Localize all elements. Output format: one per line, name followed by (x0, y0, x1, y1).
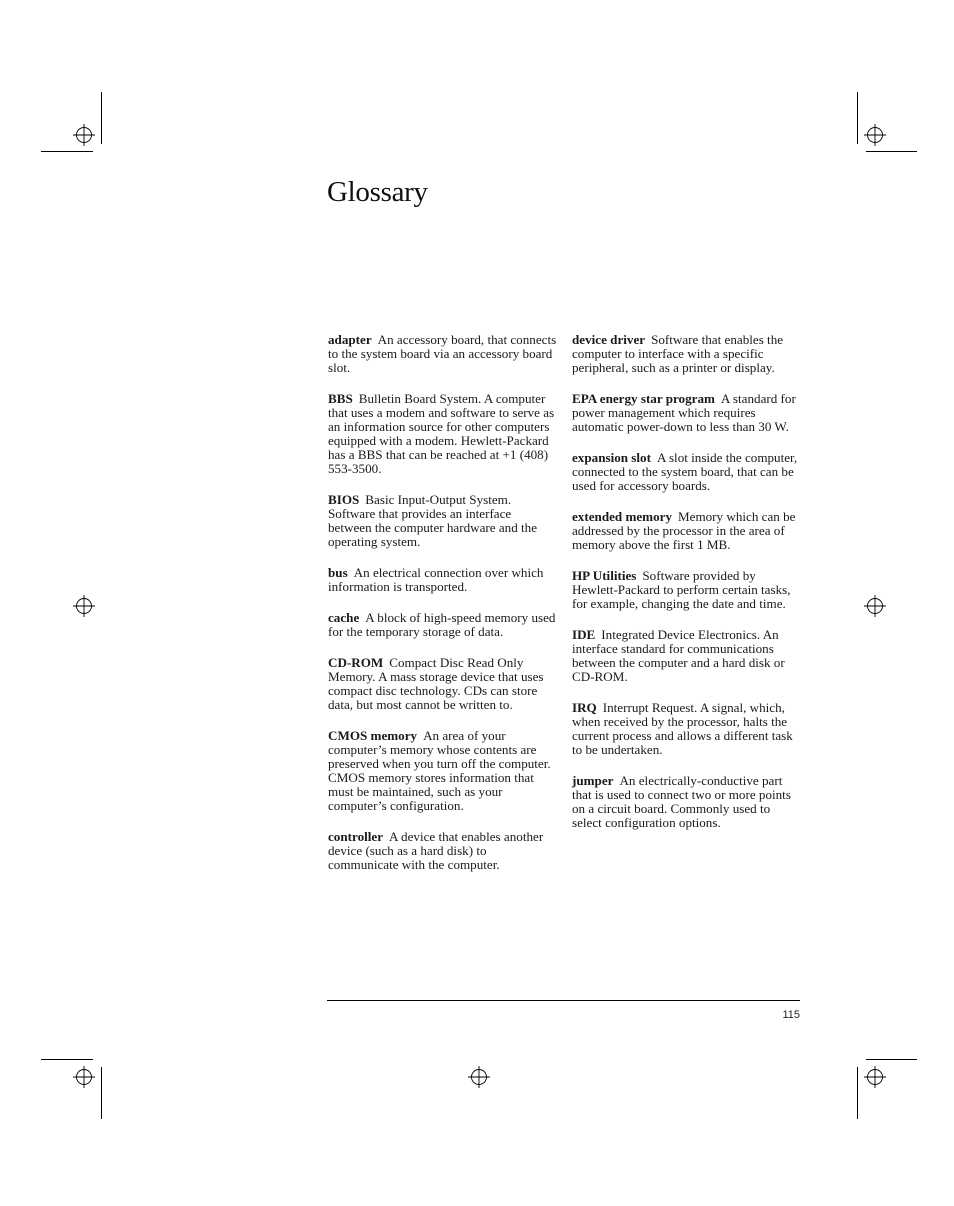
glossary-entry (328, 830, 558, 872)
glossary-term: IRQ (572, 700, 597, 715)
glossary-term: CD-ROM (328, 655, 384, 670)
glossary-entry (328, 333, 558, 375)
glossary-definition: Memory which can be addressed by the processor in the area of memory above the first 1 MB. (572, 509, 796, 552)
glossary-term: bus (328, 565, 348, 580)
glossary-definition: A standard for power management which requires automatic power-down to less than 30 W. (572, 391, 796, 434)
glossary-definition: An electrical connection over which information is transported. (328, 565, 544, 594)
glossary-definition: Integrated Device Electronics. An interface standard for communications between the computer and a hard disk or CD-ROM. (572, 627, 785, 684)
glossary-term: device driver (572, 332, 646, 347)
glossary-term: adapter (328, 332, 372, 347)
registration-target-icon (468, 1066, 490, 1088)
glossary-term: expansion slot (572, 450, 651, 465)
glossary-entry (572, 392, 802, 434)
glossary-term: BBS (328, 391, 353, 406)
registration-target-icon (73, 124, 95, 146)
glossary-term: IDE (572, 627, 596, 642)
glossary-term: CMOS memory (328, 728, 418, 743)
glossary-entry (328, 611, 558, 639)
glossary-column-right (572, 333, 802, 830)
glossary-term: cache (328, 610, 360, 625)
glossary-definition: An area of your computer’s memory whose contents are preserved when you turn off the computer. CMOS memory stores information that must be maintained, such as your computer’s configuration. (328, 728, 551, 813)
glossary-entry (572, 333, 802, 375)
glossary-entry (328, 729, 558, 813)
glossary-term: controller (328, 829, 384, 844)
glossary-entry (572, 701, 802, 757)
glossary-entry (572, 774, 802, 830)
page-number: 115 (782, 1009, 800, 1021)
glossary-entry (328, 656, 558, 712)
glossary-column-left (328, 333, 558, 872)
glossary-entry (328, 392, 558, 476)
glossary-definition: A block of high-speed memory used for the temporary storage of data. (328, 610, 556, 639)
glossary-entry (572, 510, 802, 552)
glossary-entry (328, 566, 558, 594)
crop-mark-top-left-h (41, 151, 93, 152)
glossary-term: BIOS (328, 492, 360, 507)
crop-mark-bottom-left-h (41, 1059, 93, 1060)
glossary-definition: A slot inside the computer, connected to the system board, that can be used for accessory boards. (572, 450, 798, 493)
registration-target-icon (864, 124, 886, 146)
glossary-definition: Software that enables the computer to interface with a specific peripheral, such as a printer or display. (572, 332, 784, 375)
glossary-definition: Interrupt Request. A signal, which, when received by the processor, halts the current process and allows a different task to be undertaken. (572, 700, 793, 757)
glossary-entry (328, 493, 558, 549)
glossary-definition: An electrically-conductive part that is used to connect two or more points on a circuit board. Commonly used to select configuration options. (572, 773, 791, 830)
glossary-entry (572, 451, 802, 493)
glossary-definition: Basic Input-Output System. Software that provides an interface between the computer hardware and the operating system. (328, 492, 538, 549)
glossary-definition: Bulletin Board System. A computer that uses a modem and software to serve as an information source for other computers equipped with a modem. Hewlett-Packard has a BBS that can be reached at +1 (408) 553-3500. (328, 391, 555, 476)
glossary-entry (572, 569, 802, 611)
glossary-definition: A device that enables another device (such as a hard disk) to communicate with the computer. (328, 829, 544, 872)
crop-mark-top-right-v (857, 92, 858, 144)
page-title: Glossary (327, 176, 428, 208)
crop-mark-bottom-left-v (101, 1067, 102, 1119)
glossary-entry (572, 628, 802, 684)
footer-rule (327, 1000, 800, 1001)
glossary-definition: Compact Disc Read Only Memory. A mass storage device that uses compact disc technology. CDs can store data, but most cannot be written to. (328, 655, 544, 712)
crop-mark-top-right-h (866, 151, 917, 152)
glossary-definition: An accessory board, that connects to the system board via an accessory board slot. (328, 332, 557, 375)
crop-mark-bottom-right-h (866, 1059, 917, 1060)
glossary-term: HP Utilities (572, 568, 637, 583)
glossary-term: EPA energy star program (572, 391, 715, 406)
registration-target-icon (73, 595, 95, 617)
crop-mark-bottom-right-v (857, 1067, 858, 1119)
crop-mark-top-left-v (101, 92, 102, 144)
glossary-term: jumper (572, 773, 614, 788)
glossary-definition: Software provided by Hewlett-Packard to perform certain tasks, for example, changing the date and time. (572, 568, 791, 611)
glossary-term: extended memory (572, 509, 672, 524)
registration-target-icon (864, 595, 886, 617)
registration-target-icon (73, 1066, 95, 1088)
registration-target-icon (864, 1066, 886, 1088)
